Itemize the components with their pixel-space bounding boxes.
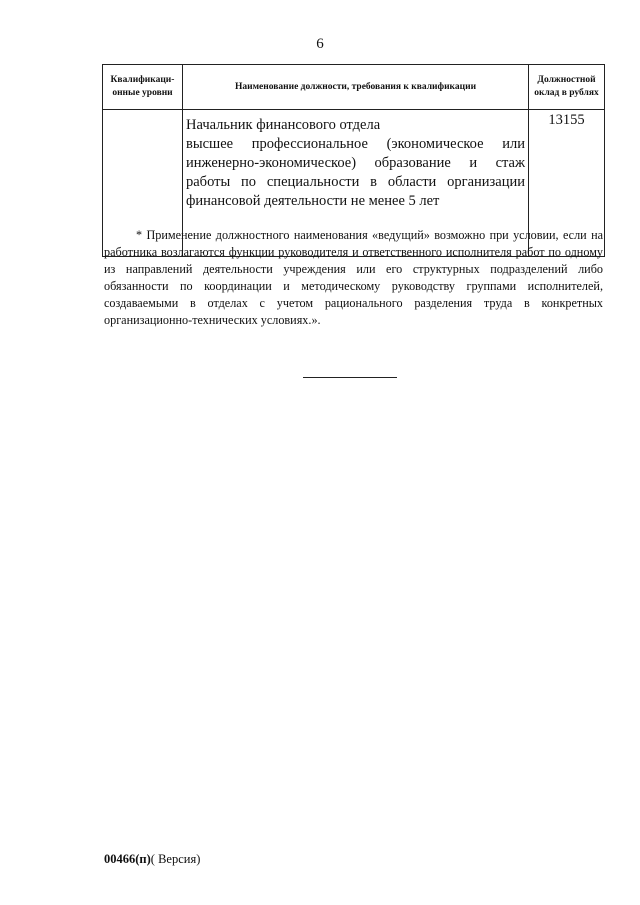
table-header-row: [103, 65, 605, 110]
header-salary: Должностной оклад в рублях: [529, 65, 605, 110]
document-version: ( Версия): [150, 852, 201, 866]
separator-rule: [303, 377, 397, 378]
salary-cell: 13155: [529, 110, 605, 257]
header-position-requirements: Наименование должности, требования к квалификации: [183, 65, 529, 110]
position-requirements: высшее профессиональное (экономическое или инженерно-экономическое) образование и стаж работы по специальности в области организации финансовой деятельности не менее 5 лет: [186, 136, 525, 209]
document-number: 00466(п): [104, 852, 151, 866]
position-title: Начальник финансового отдела: [186, 117, 381, 133]
header-qualification-levels: Квалификаци-онные уровни: [103, 65, 183, 110]
footnote: * Применение должностного наименования «ведущий» возможно при условии, если на работника возлагаются функции руководителя и ответственного исполнителя работ по одному из направлений деятельности учреждения или его структурных подразделений либо обязанности по координации и методическому руководству группами исполнителей, создаваемыми в отделах с учетом рационального разделения труда в конкретных организационно-технических условиях.».: [104, 228, 603, 327]
document-code: [104, 852, 200, 867]
page-number: 6: [316, 36, 324, 52]
